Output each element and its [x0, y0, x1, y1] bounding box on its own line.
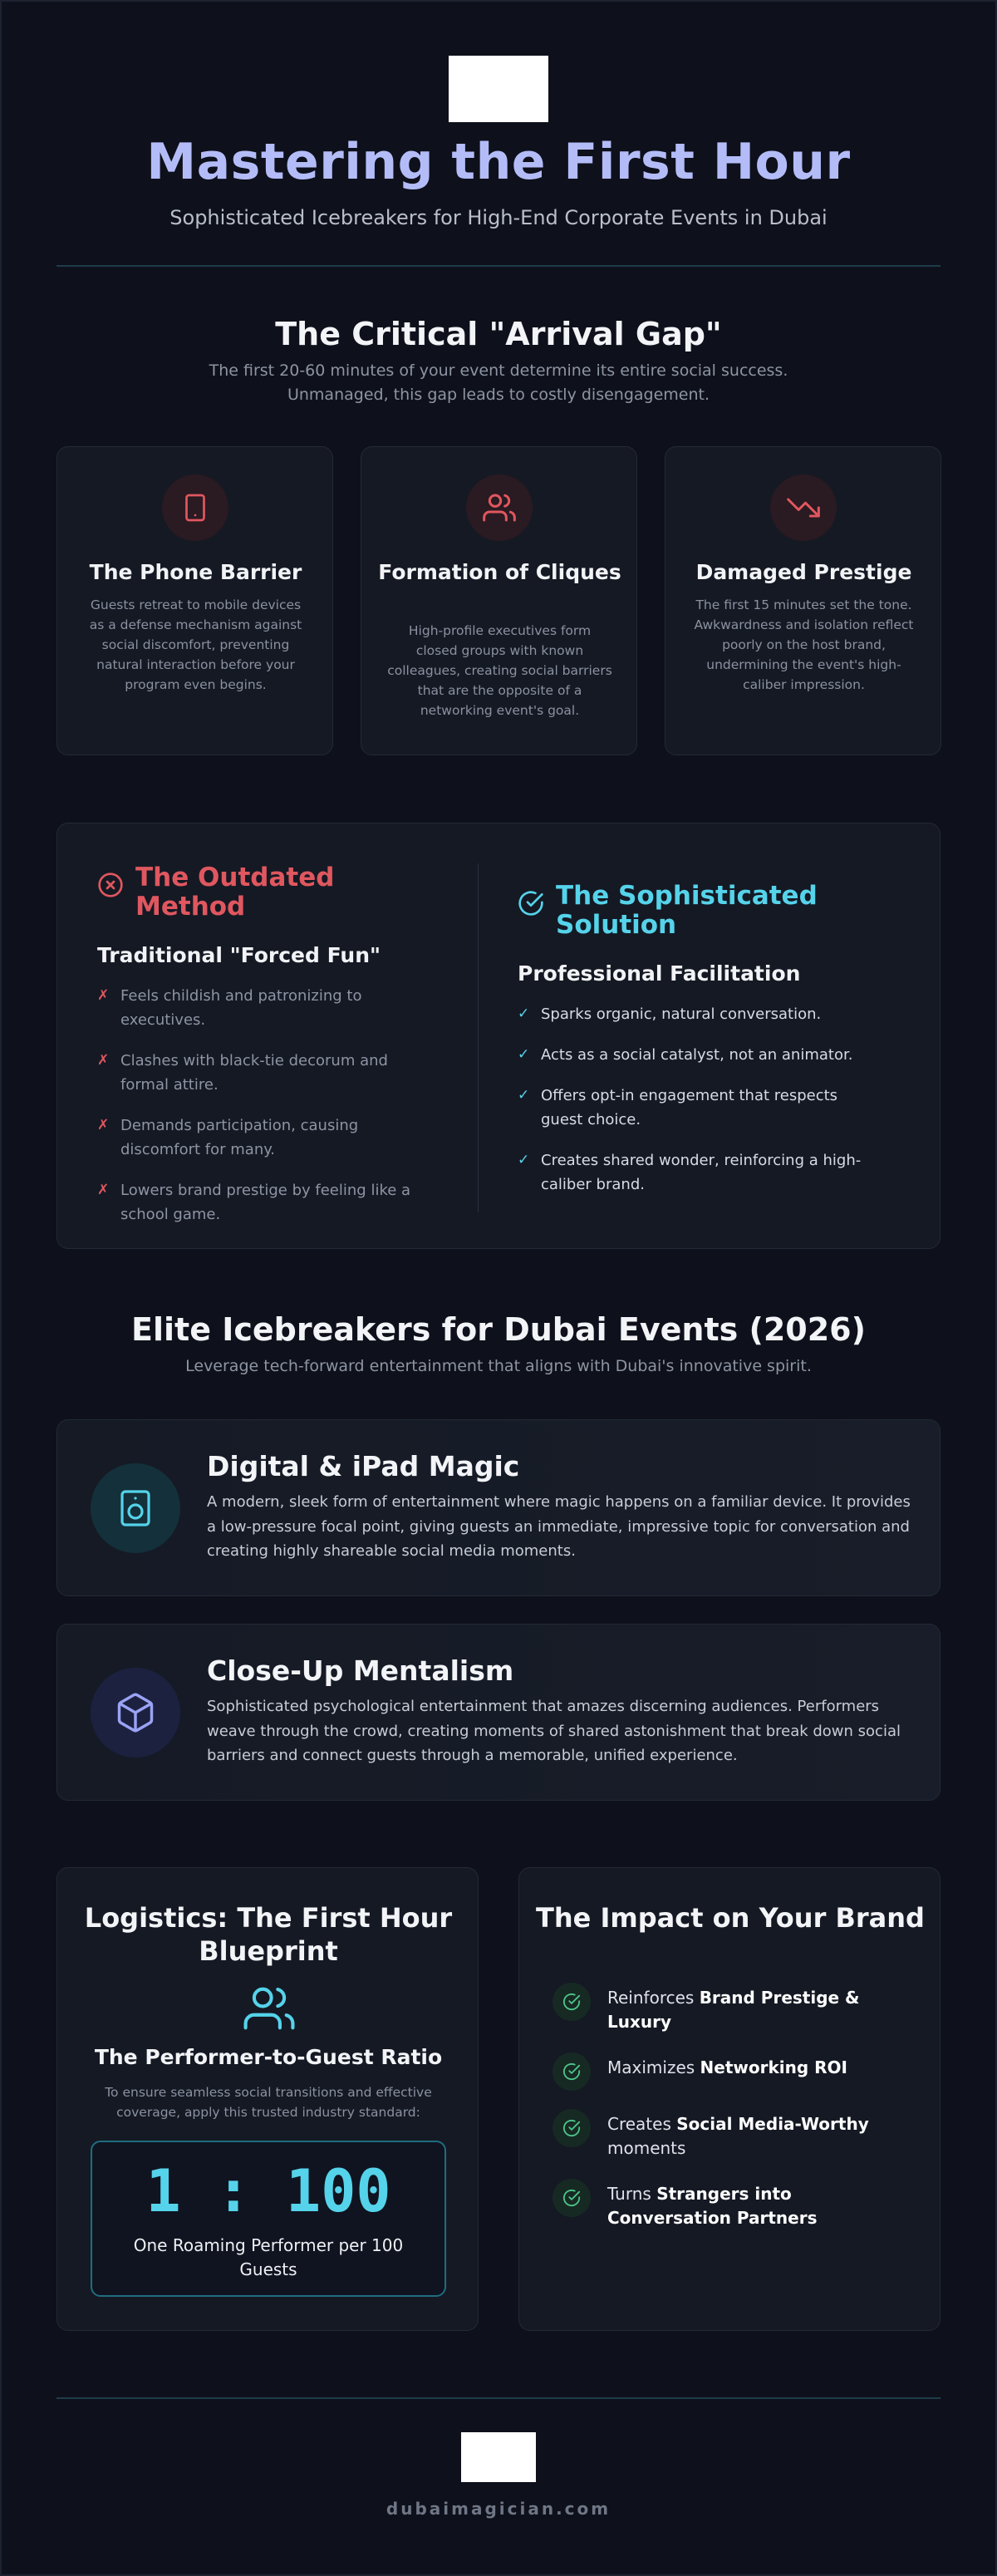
cross-mark-icon: ✗ [97, 1052, 110, 1069]
list-item: ✓ Acts as a social catalyst, not an animator. [518, 1043, 883, 1067]
list-item: Maximizes Networking ROI [553, 2056, 918, 2091]
problem-card-title: Damaged Prestige [695, 560, 912, 584]
sophisticated-solution-subheading: Professional Facilitation [518, 961, 801, 986]
list-item: ✗ Feels childish and patronizing to executives. [97, 984, 430, 1032]
elite-icebreakers-title: Elite Icebreakers for Dubai Events (2026) [131, 1311, 866, 1348]
outdated-method-heading: The Outdated Method [135, 863, 335, 922]
x-circle-icon [97, 872, 124, 902]
cross-mark-icon: ✗ [97, 987, 110, 1004]
ratio-heading: The Performer-to-Guest Ratio [94, 2045, 443, 2069]
check-mark-icon: ✓ [518, 1087, 530, 1104]
cross-mark-icon: ✗ [97, 1182, 110, 1198]
list-item: Turns Strangers into Conversation Partners [553, 2182, 918, 2230]
check-circle-icon [553, 2052, 591, 2091]
check-mark-icon: ✓ [518, 1152, 530, 1168]
users-icon [466, 474, 533, 541]
check-circle-icon [518, 890, 544, 920]
outdated-method-column [97, 863, 430, 1243]
page-subtitle: Sophisticated Icebreakers for High-End Corporate Events in Dubai [169, 206, 828, 229]
feature-card-ipad-magic [56, 1419, 941, 1596]
sophisticated-solution-heading: The Sophisticated Solution [556, 881, 818, 940]
cross-mark-icon: ✗ [97, 1117, 110, 1133]
problem-card-desc: The first 15 minutes set the tone. Awkwardness and isolation reflect poorly on the host brand, undermining the event's high-caliber impression. [694, 597, 914, 692]
list-item: Creates Social Media-Worthy moments [553, 2112, 918, 2161]
problem-card-title: The Phone Barrier [89, 560, 302, 584]
logistics-card [56, 1867, 479, 2331]
footer-logo-placeholder [461, 2432, 536, 2482]
tablet-icon [91, 1463, 180, 1553]
list-item: ✗ Demands participation, causing discomfort for many. [97, 1113, 430, 1162]
footer-website-link[interactable]: dubaimagician.com [386, 2499, 611, 2519]
problem-card-phone-barrier [56, 446, 333, 755]
impact-card [518, 1867, 941, 2331]
list-item: Reinforces Brand Prestige & Luxury [553, 1986, 918, 2034]
ratio-box [91, 2141, 446, 2297]
outdated-method-subheading: Traditional "Forced Fun" [97, 943, 381, 967]
sophisticated-solution-header [518, 882, 883, 940]
sophisticated-solution-column [518, 882, 883, 1213]
arrival-gap-desc-line1: The first 20-60 minutes of your event determine its entire social success. [209, 361, 788, 380]
problem-card-cliques [361, 446, 637, 755]
problem-card-title: Formation of Cliques [378, 560, 621, 584]
list-item: ✓ Offers opt-in engagement that respects guest choice. [518, 1084, 883, 1132]
logistics-title: Logistics: The First Hour Blueprint [84, 1902, 453, 1967]
header-divider [56, 265, 941, 267]
trending-down-icon [770, 474, 837, 541]
header-logo-placeholder [449, 56, 548, 122]
feature-title: Digital & iPad Magic [207, 1450, 520, 1482]
problem-card-desc: High-profile executives form closed groups with known colleagues, creating social barriers that are the opposite of a networking event's goal. [387, 623, 612, 718]
problem-card-damaged-prestige [665, 446, 941, 755]
feature-desc: A modern, sleek form of entertainment where magic happens on a familiar device. It provides a low-pressure focal point, giving guests an immediate, impressive topic for conversation and creating highly shareable social media moments. [207, 1493, 911, 1560]
check-circle-icon [553, 2179, 591, 2217]
list-item: ✓ Sparks organic, natural conversation. [518, 1002, 883, 1026]
problem-card-desc: Guests retreat to mobile devices as a defense mechanism against social discomfort, preventing natural interaction before your program even begins. [89, 597, 302, 692]
column-divider [478, 863, 479, 1212]
footer-divider [56, 2397, 941, 2399]
feature-title: Close-Up Mentalism [207, 1654, 514, 1687]
ratio-desc: To ensure seamless social transitions and effective coverage, apply this trusted industry standard: [105, 2085, 432, 2120]
page-title: Mastering the First Hour [146, 133, 851, 191]
outdated-method-header [97, 863, 430, 922]
ratio-value: 1 : 100 [145, 2157, 391, 2225]
elite-icebreakers-desc: Leverage tech-forward entertainment that aligns with Dubai's innovative spirit. [185, 1357, 812, 1375]
ratio-caption: One Roaming Performer per 100 Guests [133, 2235, 404, 2279]
smartphone-icon [162, 474, 228, 541]
arrival-gap-desc-line2: Unmanaged, this gap leads to costly disengagement. [287, 386, 710, 404]
check-circle-icon [553, 2109, 591, 2147]
cube-icon [91, 1668, 180, 1757]
impact-title: The Impact on Your Brand [536, 1902, 925, 1934]
list-item: ✓ Creates shared wonder, reinforcing a high-caliber brand. [518, 1148, 883, 1197]
impact-list [553, 1986, 918, 2252]
check-mark-icon: ✓ [518, 1046, 530, 1063]
comparison-panel [56, 823, 941, 1249]
check-mark-icon: ✓ [518, 1005, 530, 1022]
list-item: ✗ Lowers brand prestige by feeling like a school game. [97, 1178, 430, 1227]
users-icon [243, 1983, 295, 2038]
feature-desc: Sophisticated psychological entertainment that amazes discerning audiences. Performers weave through the crowd, creating moments of shared astonishment that break down social barriers and connect guests through a memorable, unified experience. [207, 1698, 901, 1764]
feature-card-mentalism [56, 1624, 941, 1801]
check-circle-icon [553, 1983, 591, 2021]
arrival-gap-title: The Critical "Arrival Gap" [275, 316, 722, 352]
list-item: ✗ Clashes with black-tie decorum and formal attire. [97, 1049, 430, 1097]
